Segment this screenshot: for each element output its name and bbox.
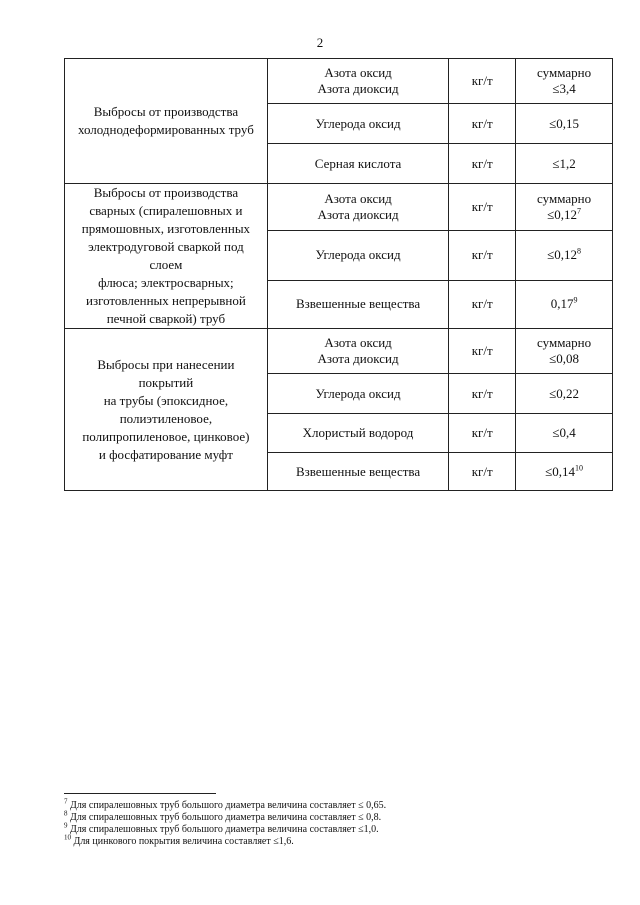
substance-cell: Азота оксид Азота диоксид [267, 329, 449, 374]
footnote-divider [64, 793, 216, 794]
table-row [65, 59, 613, 104]
substance-cell: Серная кислота [267, 144, 449, 184]
substance-cell: Взвешенные вещества [267, 453, 449, 491]
footnote: $^7$ Для спиралешовных труб большого диаметра величина составляет ≤ 0,65. [64, 797, 387, 811]
unit-cell: кг/т [449, 231, 516, 280]
value-cell: суммарно $\le 0,12^7$ [516, 184, 613, 231]
unit-cell: кг/т [449, 104, 516, 144]
value-cell: ≤0,22 [516, 374, 613, 414]
footnote-ref: 8 [577, 247, 581, 257]
footnotes [64, 797, 584, 848]
unit-cell: кг/т [449, 414, 516, 453]
footnote-ref: 7 [577, 206, 581, 216]
emissions-table [64, 58, 613, 491]
emission-source-cell: Выбросы от производства холоднодеформированных труб [65, 59, 268, 184]
substance-cell: Углерода оксид [267, 231, 449, 280]
unit-cell: кг/т [449, 374, 516, 414]
unit-cell: кг/т [449, 184, 516, 231]
emission-source-cell: Выбросы от производства сварных (спиралешовных и прямошовных, изготовленных электродуговой сваркой под слоем флюса; электросварных; изготовленных непрерывной печной сваркой) труб [65, 184, 268, 329]
substance-cell: Азота оксид Азота диоксид [267, 184, 449, 231]
table-row [65, 184, 613, 231]
value-cell: ≤0,15 [516, 104, 613, 144]
value-cell: ≤1,2 [516, 144, 613, 184]
footnote: $^{10}$ Для цинкового покрытия величина составляет ≤1,6. [64, 833, 294, 847]
footnote: $^9$ Для спиралешовных труб большого диаметра величина составляет ≤1,0. [64, 821, 379, 835]
unit-cell: кг/т [449, 329, 516, 374]
emission-source-cell: Выбросы при нанесении покрытий на трубы (эпоксидное, полиэтиленовое, полипропиленовое, цинковое) и фосфатирование муфт [65, 329, 268, 491]
footnote-ref: 10 [575, 463, 583, 473]
value-cell: $\le 0,12^8$ [516, 231, 613, 280]
value-cell: суммарно ≤3,4 [516, 59, 613, 104]
value-cell: суммарно ≤0,08 [516, 329, 613, 374]
value-cell: $\le 0,14^{10}$ [516, 453, 613, 491]
unit-cell: кг/т [449, 453, 516, 491]
unit-cell: кг/т [449, 144, 516, 184]
table-row [65, 329, 613, 374]
value-cell: ≤0,4 [516, 414, 613, 453]
substance-cell: Хлористый водород [267, 414, 449, 453]
substance-cell: Углерода оксид [267, 104, 449, 144]
footnote: $^8$ Для спиралешовных труб большого диаметра величина составляет ≤ 0,8. [64, 809, 382, 823]
footnote-ref: 9 [573, 295, 578, 305]
substance-cell: Углерода оксид [267, 374, 449, 414]
unit-cell: кг/т [449, 280, 516, 328]
unit-cell: кг/т [449, 59, 516, 104]
substance-cell: Азота оксид Азота диоксид [267, 59, 449, 104]
value-cell: 0,17$^9$ [516, 280, 613, 328]
substance-cell: Взвешенные вещества [267, 280, 449, 328]
page-number: 2 [316, 35, 324, 50]
